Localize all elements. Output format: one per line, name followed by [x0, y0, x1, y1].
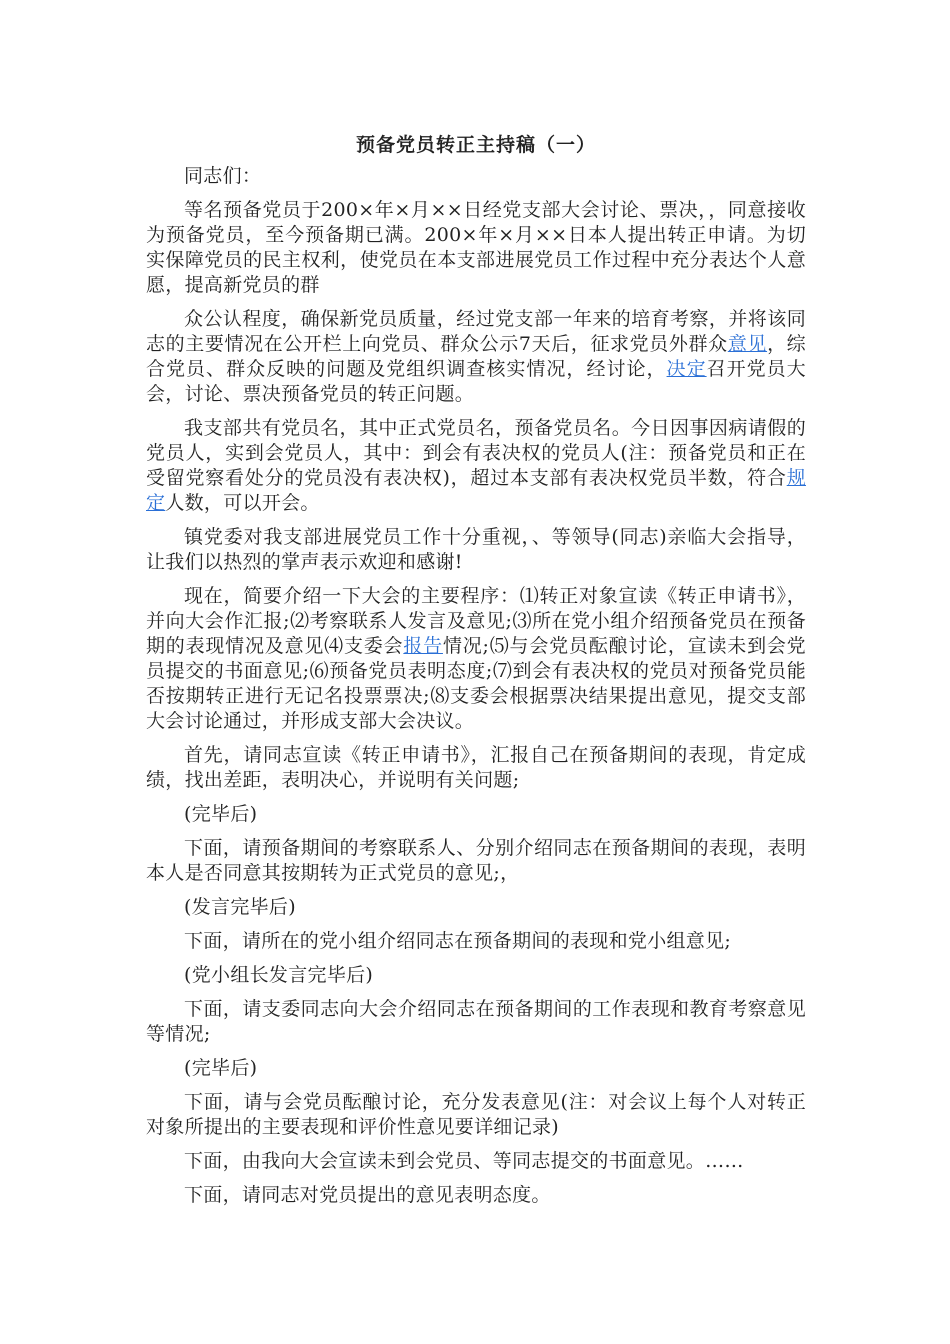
- report-link[interactable]: 报告: [403, 635, 443, 657]
- paragraph-12: 下面，请支委同志向大会介绍同志在预备期间的工作表现和教育考察意见等情况;: [146, 998, 806, 1045]
- document-title: 预备党员转正主持稿（一）: [355, 134, 596, 156]
- paragraph-2-text-c: 召开党员大会，讨论、票决预备党员的转正问题。: [146, 358, 806, 405]
- paragraph-2: [146, 307, 806, 407]
- document-page: [146, 130, 806, 1217]
- paragraph-14: 下面，请与会党员酝酿讨论，充分发表意见(注：对会议上每个人对转正对象所提出的主要表现和评价性意见要详细记录): [146, 1091, 806, 1138]
- paragraph-11: (党小组长发言完毕后): [184, 964, 374, 986]
- paragraph-8: 下面，请预备期间的考察联系人、分别介绍同志在预备期间的表现，表明本人是否同意其按期转为正式党员的意见;，: [146, 837, 806, 884]
- paragraph-2-text-b: ，综合党员、群众反映的问题及党组织调查核实情况，经讨论，: [146, 333, 806, 380]
- paragraph-3-text-a: 我支部共有党员名，其中正式党员名，预备党员名。今日因事因病请假的党员人，实到会党员人，其中：到会有表决权的党员人(注：预备党员和正在受留党察看处分的党员没有表决权)，超过本支部有表决权党员半数，符合: [146, 417, 806, 489]
- opinion-link[interactable]: 意见: [727, 333, 768, 355]
- paragraph-5: [146, 584, 806, 734]
- paragraph-16: 下面，请同志对党员提出的意见表明态度。: [184, 1184, 551, 1206]
- paragraph-6: 首先，请同志宣读《转正申请书》，汇报自己在预备期间的表现，肯定成绩，找出差距，表明决心，并说明有关问题;: [146, 744, 806, 791]
- paragraph-15: 下面，由我向大会宣读未到会党员、等同志提交的书面意见。……: [184, 1150, 744, 1172]
- decision-link[interactable]: 决定: [666, 358, 707, 380]
- paragraph-3: [146, 416, 806, 516]
- paragraph-5-text-b: 情况;⑸与会党员酝酿讨论，宣读未到会党员提交的书面意见;⑹预备党员表明态度;⑺到会有表决权的党员对预备党员能否按期转正进行无记名投票票决;⑻支委会根据票决结果提出意见，提交支部大会讨论通过，并形成支部大会决议。: [146, 635, 806, 732]
- paragraph-2-text-a: 众公认程度，确保新党员质量，经过党支部一年来的培育考察，并将该同志的主要情况在公开栏上向党员、群众公示7天后，征求党员外群众: [146, 308, 806, 355]
- paragraph-7: (完毕后): [184, 803, 258, 825]
- paragraph-13: (完毕后): [184, 1057, 258, 1079]
- paragraph-3-text-b: 人数，可以开会。: [165, 492, 320, 514]
- greeting: 同志们：: [184, 165, 262, 187]
- regulation-link[interactable]: 规定: [146, 467, 806, 514]
- paragraph-4: 镇党委对我支部进展党员工作十分重视，、等领导(同志)亲临大会指导，让我们以热烈的掌声表示欢迎和感谢!: [146, 526, 806, 573]
- paragraph-1: 等名预备党员于200×年×月××日经党支部大会讨论、票决，，同意接收为预备党员，至今预备期已满。200×年×月××日本人提出转正申请。为切实保障党员的民主权利，使党员在本支部进展党员工作过程中充分表达个人意愿，提高新党员的群: [146, 199, 806, 296]
- paragraph-10: 下面，请所在的党小组介绍同志在预备期间的表现和党小组意见;: [184, 930, 732, 952]
- paragraph-9: (发言完毕后): [184, 896, 296, 918]
- paragraph-5-text-a: 现在，简要介绍一下大会的主要程序：⑴转正对象宣读《转正申请书》，并向大会作汇报;⑵考察联系人发言及意见;⑶所在党小组介绍预备党员在预备期的表现情况及意见⑷支委会: [146, 585, 806, 657]
